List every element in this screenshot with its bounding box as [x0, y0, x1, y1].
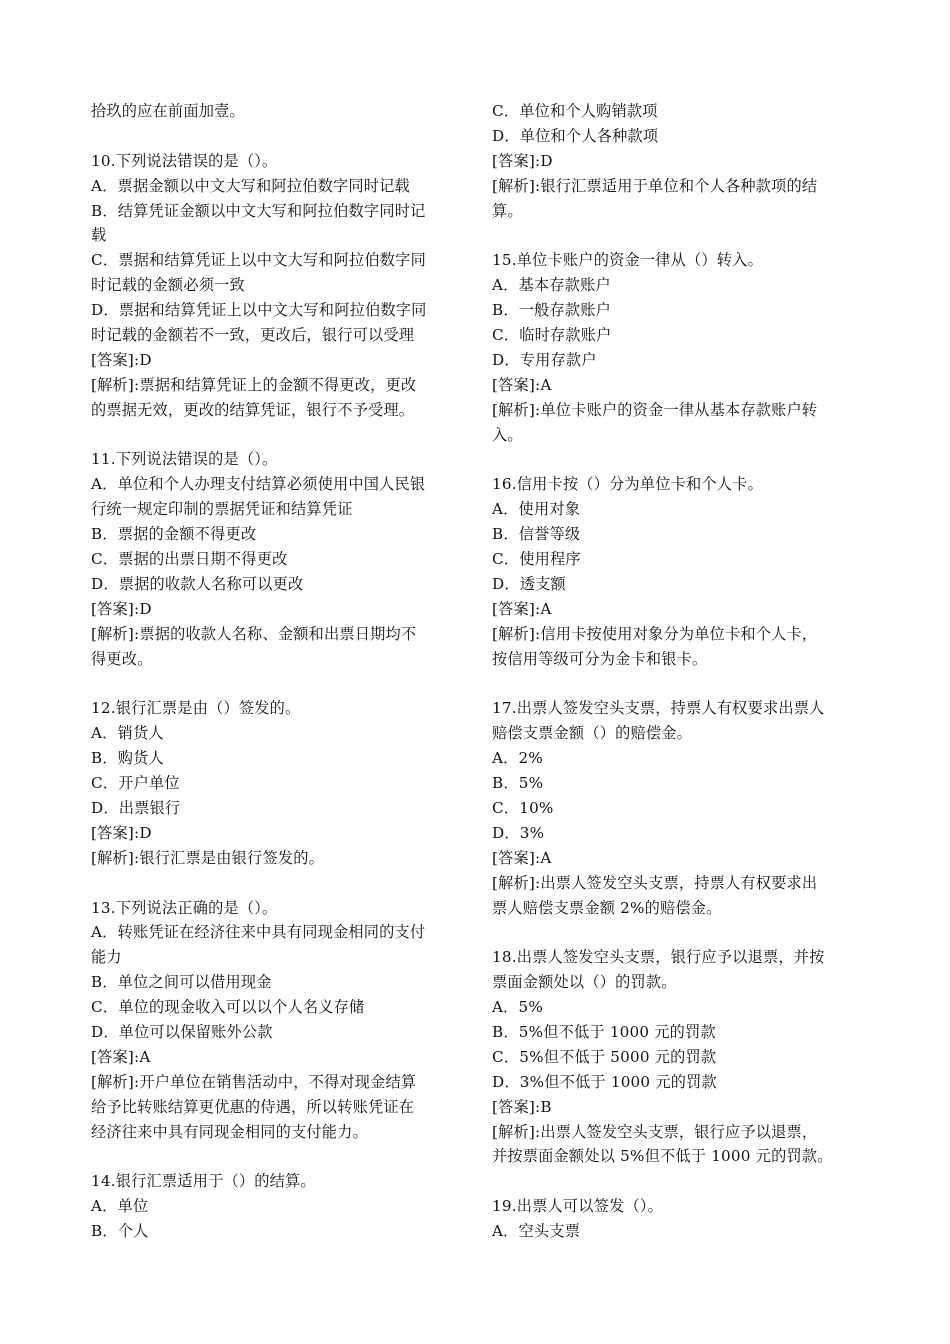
text-line: [91, 871, 461, 896]
text-line: B．个人: [91, 1222, 149, 1241]
text-line: B．5%: [492, 774, 544, 793]
text-line: D．3%: [492, 823, 545, 842]
text-line: [91, 423, 461, 448]
text-line: A．单位和个人办理支付结算必须使用中国人民银: [91, 475, 426, 494]
text-line: A．5%: [492, 998, 544, 1017]
text-line: 10.下列说法错误的是（）。: [91, 151, 278, 170]
text-line: C．10%: [492, 798, 554, 817]
text-line: C．票据的出票日期不得更改: [91, 550, 288, 569]
text-line: [答案]:A: [91, 1047, 151, 1066]
text-line: 拾玖的应在前面加壹。: [91, 102, 245, 120]
text-line: C．临时存款账户: [492, 326, 612, 345]
text-line: 入。: [492, 425, 523, 444]
text-line: [答案]:D: [492, 151, 553, 170]
text-line: [解析]:银行汇票适用于单位和个人各种款项的结: [492, 176, 818, 195]
text-line: [答案]:A: [492, 375, 552, 394]
text-line: 按信用等级可分为金卡和银卡。: [492, 649, 708, 668]
text-line: 票人赔偿支票金额 2%的赔偿金。: [492, 898, 722, 917]
text-line: [答案]:D: [91, 350, 152, 369]
text-line: 18.出票人签发空头支票，银行应予以退票，并按: [492, 948, 825, 967]
text-line: C．使用程序: [492, 550, 581, 569]
text-line: B．5%但不低于 1000 元的罚款: [492, 1022, 716, 1041]
text-line: D．专用存款户: [492, 350, 597, 369]
text-line: B．一般存款账户: [492, 301, 612, 320]
text-line: [答案]:A: [492, 599, 552, 618]
text-line: 19.出票人可以签发（）。: [492, 1197, 664, 1216]
text-line: D．票据和结算凭证上以中文大写和阿拉伯数字同: [91, 301, 427, 320]
text-line: 算。: [492, 201, 523, 220]
text-line: [492, 447, 864, 472]
text-line: [解析]:票据的收款人名称、金额和出票日期均不: [91, 624, 417, 643]
text-line: [解析]:单位卡账户的资金一律从基本存款账户转: [492, 400, 818, 419]
text-line: [解析]:出票人签发空头支票，银行应予以退票，: [492, 1122, 818, 1141]
text-line: [解析]:开户单位在销售活动中，不得对现金结算: [91, 1072, 417, 1091]
right-column: [492, 99, 864, 1244]
text-line: 的票据无效，更改的结算凭证，银行不予受理。: [91, 400, 415, 419]
text-line: 得更改。: [91, 649, 153, 668]
text-line: [492, 920, 864, 945]
text-line: A．票据金额以中文大写和阿拉伯数字同时记载: [91, 176, 410, 195]
text-line: C．5%但不低于 5000 元的罚款: [492, 1047, 717, 1066]
text-line: [492, 223, 864, 248]
text-line: 经济往来中具有同现金相同的支付能力。: [91, 1122, 368, 1141]
text-line: [492, 1169, 864, 1194]
text-line: 行统一规定印制的票据凭证和结算凭证: [91, 500, 353, 519]
text-line: 13.下列说法正确的是（）。: [91, 898, 278, 917]
text-line: D．透支额: [492, 574, 566, 593]
text-line: [492, 671, 864, 696]
text-line: 能力: [91, 948, 122, 967]
text-line: 载: [91, 226, 107, 245]
text-line: A．2%: [492, 749, 544, 768]
text-line: A．使用对象: [492, 500, 581, 519]
text-line: [答案]:D: [91, 823, 152, 842]
text-line: [答案]:A: [492, 848, 552, 867]
text-line: A．销货人: [91, 724, 164, 743]
text-line: [解析]:信用卡按使用对象分为单位卡和个人卡，: [492, 624, 818, 643]
text-line: C．单位和个人购销款项: [492, 102, 658, 120]
text-line: A．转账凭证在经济往来中具有同现金相同的支付: [91, 923, 426, 942]
text-line: [91, 124, 461, 149]
left-column: [91, 99, 461, 1244]
text-line: B．票据的金额不得更改: [91, 525, 257, 544]
text-line: 并按票面金额处以 5%但不低于 1000 元的罚款。: [492, 1147, 833, 1166]
text-line: 票面金额处以（）的罚款。: [492, 973, 677, 992]
text-line: [91, 671, 461, 696]
text-line: 时记载的金额若不一致，更改后，银行可以受理: [91, 326, 415, 345]
text-line: D．单位可以保留账外公款: [91, 1022, 273, 1041]
text-line: 赔偿支票金额（）的赔偿金。: [492, 724, 693, 743]
text-line: A．空头支票: [492, 1222, 581, 1241]
text-line: 15.单位卡账户的资金一律从（）转入。: [492, 251, 763, 270]
text-line: D．票据的收款人名称可以更改: [91, 574, 304, 593]
text-line: [91, 1144, 461, 1169]
text-line: D．单位和个人各种款项: [492, 126, 659, 145]
text-line: D．3%但不低于 1000 元的罚款: [492, 1072, 717, 1091]
text-line: A．单位: [91, 1197, 149, 1216]
text-line: 16.信用卡按（）分为单位卡和个人卡。: [492, 475, 763, 494]
text-line: C．开户单位: [91, 774, 180, 793]
text-line: A．基本存款账户: [492, 276, 611, 295]
text-line: B．信誉等级: [492, 525, 581, 544]
text-line: 17.出票人签发空头支票，持票人有权要求出票人: [492, 699, 825, 718]
text-line: 14.银行汇票适用于（）的结算。: [91, 1172, 316, 1191]
text-line: B．购货人: [91, 749, 164, 768]
text-line: B．单位之间可以借用现金: [91, 973, 272, 992]
text-line: [答案]:D: [91, 599, 152, 618]
text-line: B．结算凭证金额以中文大写和阿拉伯数字同时记: [91, 201, 426, 220]
text-line: [答案]:B: [492, 1097, 552, 1116]
text-line: [解析]:出票人签发空头支票，持票人有权要求出: [492, 873, 818, 892]
text-line: C．票据和结算凭证上以中文大写和阿拉伯数字同: [91, 251, 426, 270]
text-line: 给予比转账结算更优惠的侍遇，所以转账凭证在: [91, 1097, 415, 1116]
text-line: D．出票银行: [91, 798, 181, 817]
text-line: [解析]:银行汇票是由银行签发的。: [91, 848, 324, 867]
text-line: 11.下列说法错误的是（）。: [91, 450, 278, 469]
text-line: 时记载的金额必须一致: [91, 276, 245, 295]
text-line: [解析]:票据和结算凭证上的金额不得更改，更改: [91, 375, 417, 394]
text-line: C．单位的现金收入可以以个人名义存储: [91, 998, 365, 1017]
text-line: 12.银行汇票是由（）签发的。: [91, 699, 301, 718]
